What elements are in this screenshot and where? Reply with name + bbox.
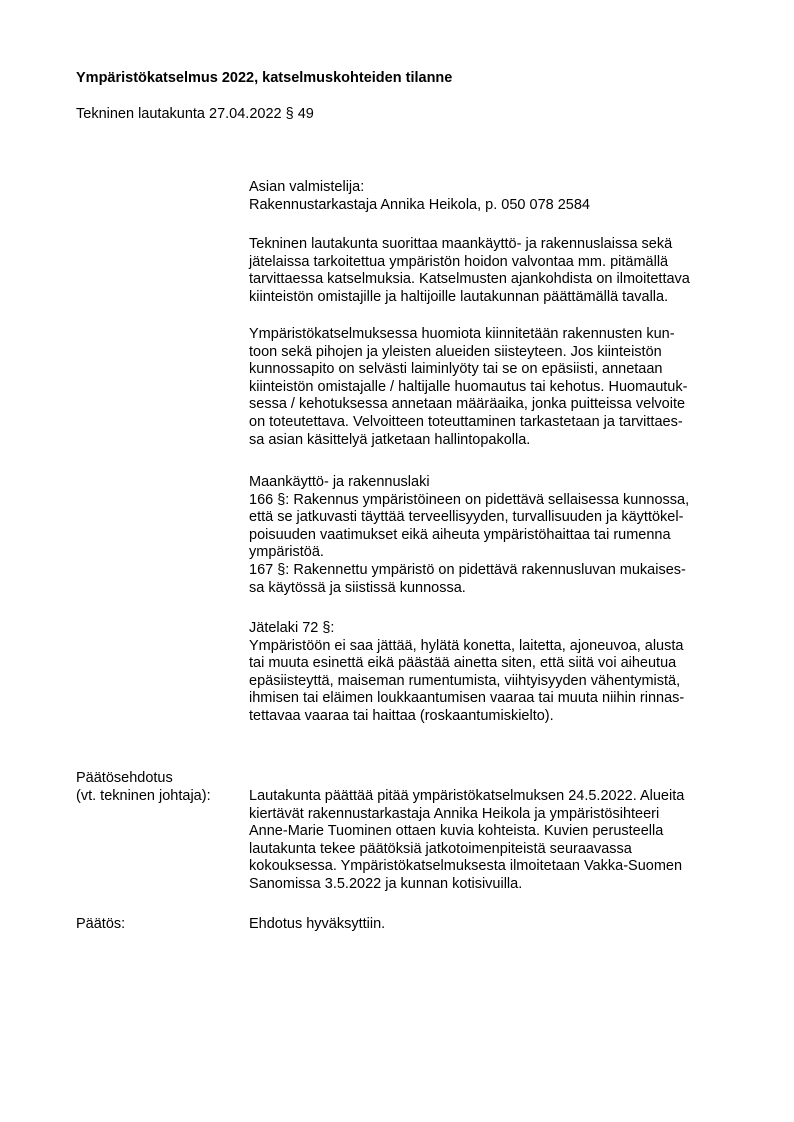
text-line: tai muuta esinettä eikä päästää ainetta siten, että siitä voi aiheutua [249,655,677,672]
text-line: kiinteistön omistajille ja haltijoille lautakunnan päättämällä tavalla. [249,288,669,305]
text-line: lautakunta tekee päätöksiä jatkotoimenpiteistä seuraavassa [249,840,632,857]
text-line: 166 §: Rakennus ympäristöineen on pidettävä sellaisessa kunnossa, [249,491,690,508]
text-line: on toteutettava. Velvoitteen toteuttaminen tarkastetaan ja tarvittaes- [249,413,683,430]
text-line: Sanomissa 3.5.2022 ja kunnan kotisivuilla. [249,875,523,892]
text-line: toon sekä pihojen ja yleisten alueiden siisteyteen. Jos kiinteistön [249,343,662,360]
section-heading: Jätelaki 72 §: [249,620,335,636]
proposal-heading: Päätösehdotus [76,770,173,786]
inspection-paragraph [249,326,749,449]
text-line: Ehdotus hyväksyttiin. [249,916,386,932]
text-line: Ympäristökatselmuksessa huomiota kiinnitetään rakennusten kun- [249,326,675,342]
preparer-name: Rakennustarkastaja Annika Heikola, p. 050 078 2584 [249,196,590,213]
text-line: Ympäristöön ei saa jättää, hylätä konetta, laitetta, ajoneuvoa, alusta [249,637,684,654]
text-line: epäsiisteyttä, maiseman rumentumista, viihtyisyyden vähentymistä, [249,672,681,689]
text-line: tettavaa vaaraa tai haittaa (roskaantumiskielto). [249,707,554,724]
text-line: tarvittaessa katselmuksia. Katselmusten ajankohdista on ilmoitettava [249,271,690,288]
text-line: kiertävät rakennustarkastaja Annika Heikola ja ympäristösihteeri [249,805,660,822]
document-title: Ympäristökatselmus 2022, katselmuskohteiden tilanne [76,70,453,86]
text-line: kiinteistön omistajalle / haltijalle huomautus tai kehotus. Huomautuk- [249,378,688,395]
meeting-reference: Tekninen lautakunta 27.04.2022 § 49 [76,106,314,122]
preparer-section [249,179,749,214]
text-line: Anne-Marie Tuominen ottaen kuvia kohteista. Kuvien perusteella [249,823,664,840]
proposal-text [249,788,749,894]
proposal-sublabel: (vt. tekninen johtaja): [76,788,211,804]
text-line: sa käytössä ja siistissä kunnossa. [249,579,466,596]
text-line: sa asian käsittelyä jatketaan hallintopakolla. [249,431,531,448]
text-line: ympäristöä. [249,544,324,561]
land-use-act-section [249,474,749,597]
text-line: jätelaissa tarkoitettua ympäristön hoidon valvontaa mm. pitämällä [249,253,669,270]
preparer-label: Asian valmistelija: [249,179,365,195]
text-line: sessa / kehotuksessa annetaan määräaika, jonka puitteissa velvoite [249,396,686,413]
text-line: kunnossapito on selvästi laiminlyöty tai se on epäsiisti, annetaan [249,361,663,378]
text-line: että se jatkuvasti täyttää terveellisyyden, turvallisuuden ja käyttökel- [249,509,684,526]
text-line: Tekninen lautakunta suorittaa maankäyttö- ja rakennuslaissa sekä [249,236,673,252]
section-heading: Maankäyttö- ja rakennuslaki [249,474,430,490]
text-line: ihmisen tai eläimen loukkaantumisen vaaraa tai muuta niihin rinnas- [249,690,685,707]
waste-act-section [249,620,749,726]
text-line: Lautakunta päättää pitää ympäristökatselmuksen 24.5.2022. Alueita [249,788,685,804]
intro-paragraph [249,236,749,306]
decision-text [249,916,749,934]
text-line: poisuuden vaatimukset eikä aiheuta ympäristöhaittaa tai rumenna [249,526,671,543]
text-line: kokouksessa. Ympäristökatselmuksesta ilmoitetaan Vakka-Suomen [249,858,683,875]
decision-label: Päätös: [76,916,126,932]
text-line: 167 §: Rakennettu ympäristö on pidettävä rakennusluvan mukaises- [249,561,686,578]
